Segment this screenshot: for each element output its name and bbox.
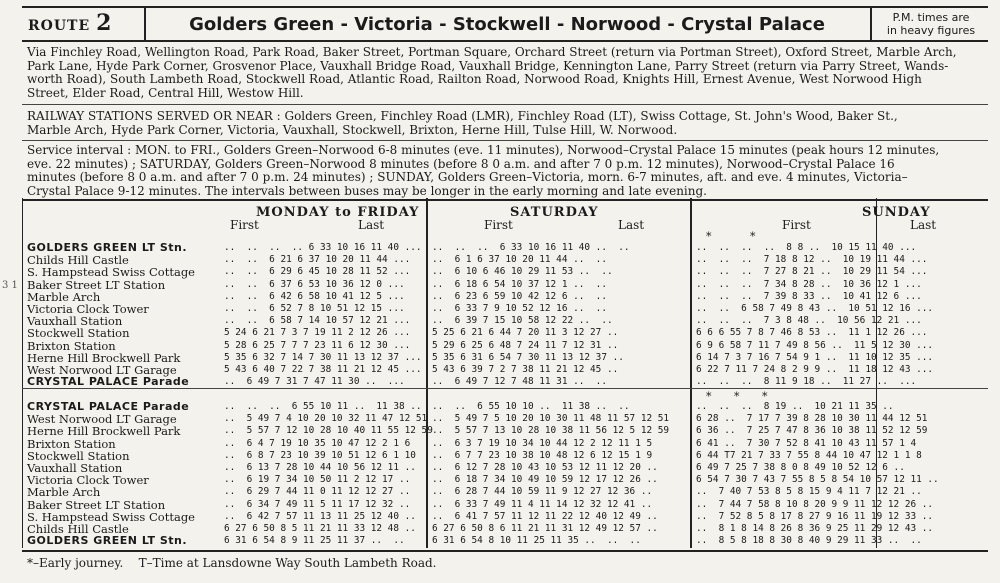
times-row: 5 24 6 21 7 3 7 19 11 2 12 26 ... [224, 327, 411, 339]
times-row: 5 43 6 39 7 2 7 38 11 21 12 45 .. [432, 363, 619, 375]
times-row: .. 6 18 6 54 10 37 12 1 .. .. [432, 278, 607, 290]
outbound-stop-list [27, 242, 195, 388]
times-row: .. .. .. 6 55 10 11 .. 11 38 .. [224, 401, 422, 412]
times-row: 6 36 .. 7 25 7 47 8 36 10 38 11 52 12 59 [696, 425, 928, 437]
stop-row: CRYSTAL PALACE Parade [27, 375, 190, 389]
grid-edge [22, 198, 23, 548]
times-row: .. 6 42 7 57 11 13 11 25 12 40 .. [224, 510, 416, 522]
margin-mark: 3 1 [2, 280, 18, 291]
times-row: .. 8 5 8 18 8 30 8 40 9 29 11 33 .. .. [696, 535, 922, 547]
outbound-sun-times [696, 242, 933, 388]
monday-friday-header: MONDAY to FRIDAY [256, 205, 420, 220]
times-row: 5 43 6 40 7 22 7 38 11 21 12 45 ... [224, 363, 422, 375]
early-journey-marker: * [706, 230, 712, 243]
pm-times-note: P.M. times are in heavy figures [886, 11, 976, 37]
stop-row: Herne Hill Brockwell Park [27, 424, 181, 439]
footnotes [27, 556, 437, 570]
times-row: .. 6 7 7 23 10 38 10 48 12 6 12 15 1 9 [432, 449, 653, 461]
stop-row: S. Hampstead Swiss Cottage [27, 509, 195, 524]
times-row: .. 6 23 6 59 10 42 12 6 .. .. [432, 290, 607, 302]
times-row: 6 28 .. 7 17 7 39 8 28 10 30 11 44 12 51 [696, 413, 928, 425]
times-row: 6 14 7 3 7 16 7 54 9 1 .. 11 10 12 35 ... [696, 351, 934, 363]
times-row: .. 5 49 7 5 10 20 10 30 11 48 11 57 12 51 [432, 413, 670, 425]
section-divider-sun [690, 198, 692, 548]
inbound-sun-times [696, 401, 939, 547]
stop-row: West Norwood LT Garage [27, 412, 177, 427]
t-time-footnote: T–Time at Lansdowne Way South Lambeth Road. [138, 556, 437, 570]
inbound-stop-list [27, 401, 195, 547]
stop-row: CRYSTAL PALACE Parade [27, 400, 190, 413]
early-journey-marker: * [734, 390, 740, 403]
stop-row: Stockwell Station [27, 326, 130, 341]
times-row: .. 5 57 7 12 10 28 10 40 11 55 12 59 [224, 425, 433, 437]
times-row: .. .. .. 6 33 10 16 11 40 .. .. [432, 242, 630, 253]
times-row: .. .. .. 7 18 8 12 .. 10 19 11 44 ... [696, 254, 928, 266]
times-row: .. 6 28 7 44 10 59 11 9 12 27 12 36 .. [432, 486, 653, 498]
times-row: .. 6 39 7 15 10 58 12 22 .. .. [432, 315, 613, 327]
times-row: 5 35 6 31 6 54 7 30 11 13 12 37 .. [432, 351, 624, 363]
stop-row: GOLDERS GREEN LT Stn. [27, 534, 188, 548]
times-row: .. .. 6 42 6 58 10 41 12 5 ... [224, 290, 405, 302]
times-row: 6 31 6 54 8 9 11 25 11 37 .. .. [224, 535, 405, 547]
service-interval-text: Service interval : MON. to FRI., Golders Green–Norwood 6-8 minutes (eve. 11 minutes), Norwood–Crystal Palace 15 minutes (peak hours 12 minutes, eve. 22 minutes) ; SATURDAY, Golders Green–Norwood 8 minutes (before 8 0 a.m. and after 7 0 p.m. 12 minutes), Norwood–Crystal Palace 16 minutes (before 8 0 a.m. and after 7 0 p.m. 24 minutes) ; SUNDAY, Golders Green–Victoria, morn. 6-7 minutes, aft. and eve. 4 minutes, Victoria– Crystal Palace 9-12 minutes. The intervals between buses may be longer in the early morning and late evening. [27, 143, 940, 198]
times-row: .. .. .. 7 39 8 33 .. 10 41 12 6 ... [696, 290, 922, 302]
stop-row: Brixton Station [27, 338, 116, 353]
times-row: .. 6 8 7 23 10 39 10 51 12 6 1 10 [224, 449, 416, 461]
times-row: .. 7 44 7 58 8 10 8 20 9 9 11 12 12 26 .. [696, 498, 934, 510]
times-row: .. .. .. .. 6 33 10 16 11 40 ... [224, 242, 422, 253]
stop-row: Marble Arch [27, 485, 101, 500]
inbound-mf-times [224, 401, 433, 547]
stop-row: Victoria Clock Tower [27, 301, 149, 316]
times-row: .. .. .. 8 11 9 18 .. 11 27 .. ... [696, 376, 917, 388]
times-row: .. 6 3 7 19 10 34 10 44 12 2 12 11 1 5 [432, 437, 653, 449]
early-journey-marker: * [762, 390, 768, 403]
times-row: .. .. 6 58 7 49 8 43 .. 10 51 12 16 ... [696, 302, 934, 314]
stop-row: Baker Street LT Station [27, 497, 166, 512]
times-row: .. 6 19 7 34 10 50 11 2 12 17 .. [224, 474, 411, 486]
stop-row: S. Hampstead Swiss Cottage [27, 265, 195, 280]
times-row: 6 27 6 50 8 6 11 21 11 31 12 49 12 57 .. [432, 522, 658, 534]
times-row: .. 5 49 7 4 10 20 10 32 11 47 12 51 [224, 413, 428, 425]
route-number: 2 [96, 10, 113, 36]
times-row: 6 6 6 55 7 8 7 46 8 53 .. 11 1 12 26 ... [696, 327, 928, 339]
times-row: .. 6 41 7 57 11 12 11 22 12 40 12 49 .. [432, 510, 658, 522]
stop-row: Victoria Clock Tower [27, 473, 149, 488]
stop-row: Childs Hill Castle [27, 253, 129, 268]
times-row: 5 35 6 32 7 14 7 30 11 13 12 37 ... [224, 351, 422, 363]
stop-row: Herne Hill Brockwell Park [27, 350, 181, 365]
times-row: 6 31 6 54 8 10 11 25 11 35 .. .. .. [432, 535, 641, 547]
railway-stations-text: RAILWAY STATIONS SERVED OR NEAR : Golders Green, Finchley Road (LMR), Finchley Road (LT), Swiss Cottage, St. John's Wood, Baker St., Marble Arch, Hyde Park Corner, Victoria, Vauxhall, Stockwell, Brixton, Herne Hill, Tulse Hill, W. Norwood. [27, 109, 898, 137]
times-row: .. 6 18 7 34 10 49 10 59 12 17 12 26 .. [432, 474, 658, 486]
times-row: 5 28 6 25 7 7 7 23 11 6 12 30 ... [224, 339, 411, 351]
times-row: .. 8 1 8 14 8 26 8 36 9 25 11 29 12 43 .. [696, 522, 934, 534]
divider [22, 140, 988, 141]
times-row: .. 7 40 7 53 8 5 8 15 9 4 11 7 12 21 .. [696, 486, 922, 498]
outbound-sat-times [432, 242, 630, 388]
outbound-mf-times [224, 242, 422, 388]
times-row: .. 5 57 7 13 10 28 10 38 11 56 12 5 12 59 [432, 425, 670, 437]
times-row: .. .. .. 7 3 8 48 .. 10 56 12 21 ... [696, 315, 922, 327]
header-divider-right [870, 8, 872, 40]
times-row: 5 29 6 25 6 48 7 24 11 7 12 31 .. [432, 339, 619, 351]
stop-row: Baker Street LT Station [27, 277, 166, 292]
times-row: 6 27 6 50 8 5 11 21 11 33 12 48 .. [224, 522, 416, 534]
route-title: Golders Green - Victoria - Stockwell - Norwood - Crystal Palace [189, 14, 825, 35]
times-row: 5 25 6 21 6 44 7 20 11 3 12 27 .. [432, 327, 619, 339]
route-label: ROUTE 2 [28, 10, 113, 36]
stop-row: GOLDERS GREEN LT Stn. [27, 241, 188, 254]
times-row: .. 6 49 7 12 7 48 11 31 .. .. [432, 376, 607, 388]
sun-last-label: Last [910, 218, 937, 232]
times-row: .. 6 12 7 28 10 43 10 53 12 11 12 20 .. [432, 461, 658, 473]
early-journey-marker: * [706, 390, 712, 403]
times-row: .. 6 1 6 37 10 20 11 44 .. .. [432, 254, 607, 266]
times-row: .. .. 6 58 7 14 10 57 12 21 ... [224, 315, 411, 327]
times-row: .. 6 10 6 46 10 29 11 53 .. .. [432, 266, 613, 278]
inbound-sat-times [432, 401, 669, 547]
stop-row: Brixton Station [27, 436, 116, 451]
stop-row: Vauxhall Station [27, 314, 123, 329]
times-row: 6 41 .. 7 30 7 52 8 41 10 43 11 57 1 4 [696, 437, 917, 449]
times-row: .. 6 33 7 49 11 4 11 14 12 32 12 41 .. [432, 498, 653, 510]
route-header-bar [22, 6, 988, 42]
timetable-grid [22, 198, 988, 548]
stop-row: Marble Arch [27, 289, 101, 304]
via-route-text: Via Finchley Road, Wellington Road, Park Road, Baker Street, Portman Square, Orchard Street (return via Portman Street), Oxford Street, Marble Arch, Park Lane, Hyde Park Corner, Grosvenor Place, Vauxhall Bridge Road, Vauxhall Bridge, Kennington Lane, Parry Street (return via Parry Street, Wands- worth Road), South Lambeth Road, Stockwell Road, Atlantic Road, Railton Road, Norwood Road, Knights Hill, Ernest Avenue, West Norwood High Street, Elder Road, Central Hill, Westow Hill. [27, 45, 957, 100]
times-row: .. 6 33 7 9 10 52 12 16 .. .. [432, 302, 607, 314]
times-row: .. .. .. .. 8 8 .. 10 15 11 40 ... [696, 242, 917, 253]
times-row: .. 7 52 8 5 8 17 8 27 9 16 11 19 12 33 .. [696, 510, 934, 522]
times-row: .. .. 6 29 6 45 10 28 11 52 ... [224, 266, 411, 278]
times-row: 6 22 7 11 7 24 8 2 9 9 .. 11 18 12 43 ... [696, 363, 934, 375]
times-row: .. .. .. 7 34 8 28 .. 10 36 12 1 ... [696, 278, 922, 290]
mf-first-label: First [230, 218, 259, 232]
times-row: .. .. 6 55 10 10 .. 11 38 .. .. [432, 401, 630, 412]
sun-first-label: First [782, 218, 811, 232]
header-divider-left [144, 8, 146, 40]
sat-first-label: First [484, 218, 513, 232]
times-row: 6 49 7 25 7 38 8 0 8 49 10 52 12 6 .. [696, 461, 905, 473]
stop-row: Vauxhall Station [27, 460, 123, 475]
times-row: .. .. 6 21 6 37 10 20 11 44 ... [224, 254, 411, 266]
times-row: 6 9 6 58 7 11 7 49 8 56 .. 11 5 12 30 ... [696, 339, 934, 351]
stop-row: West Norwood LT Garage [27, 362, 177, 377]
stop-row: Stockwell Station [27, 448, 130, 463]
times-row: .. 6 13 7 28 10 44 10 56 12 11 .. [224, 461, 416, 473]
times-row: .. 6 34 7 49 11 5 11 17 12 32 .. [224, 498, 411, 510]
times-row: .. 6 4 7 19 10 35 10 47 12 2 1 6 [224, 437, 411, 449]
times-row: .. 6 29 7 44 11 0 11 12 12 27 .. [224, 486, 411, 498]
times-row: .. .. 6 37 6 53 10 36 12 0 ... [224, 278, 405, 290]
stop-row: Childs Hill Castle [27, 521, 129, 536]
saturday-header: SATURDAY [510, 205, 599, 220]
times-row: .. .. .. 8 19 .. 10 21 11 35 .. [696, 401, 894, 412]
times-row: 6 54 7 30 7 43 7 55 8 5 8 54 10 57 12 11 .. [696, 474, 939, 486]
divider [22, 104, 988, 105]
mf-last-label: Last [358, 218, 385, 232]
divider [22, 550, 988, 552]
sat-last-label: Last [618, 218, 645, 232]
times-row: .. .. 6 52 7 8 10 51 12 15 ... [224, 302, 405, 314]
times-row: .. 6 49 7 31 7 47 11 30 .. ... [224, 376, 405, 388]
early-journey-footnote: *–Early journey. [27, 556, 124, 570]
direction-divider [22, 388, 988, 389]
times-row: .. .. .. 7 27 8 21 .. 10 29 11 54 ... [696, 266, 928, 278]
early-journey-marker: * [750, 230, 756, 243]
sunday-header: SUNDAY [862, 205, 931, 220]
times-row: 6 44 T7 21 7 33 7 55 8 44 10 47 12 1 1 8 [696, 449, 922, 461]
